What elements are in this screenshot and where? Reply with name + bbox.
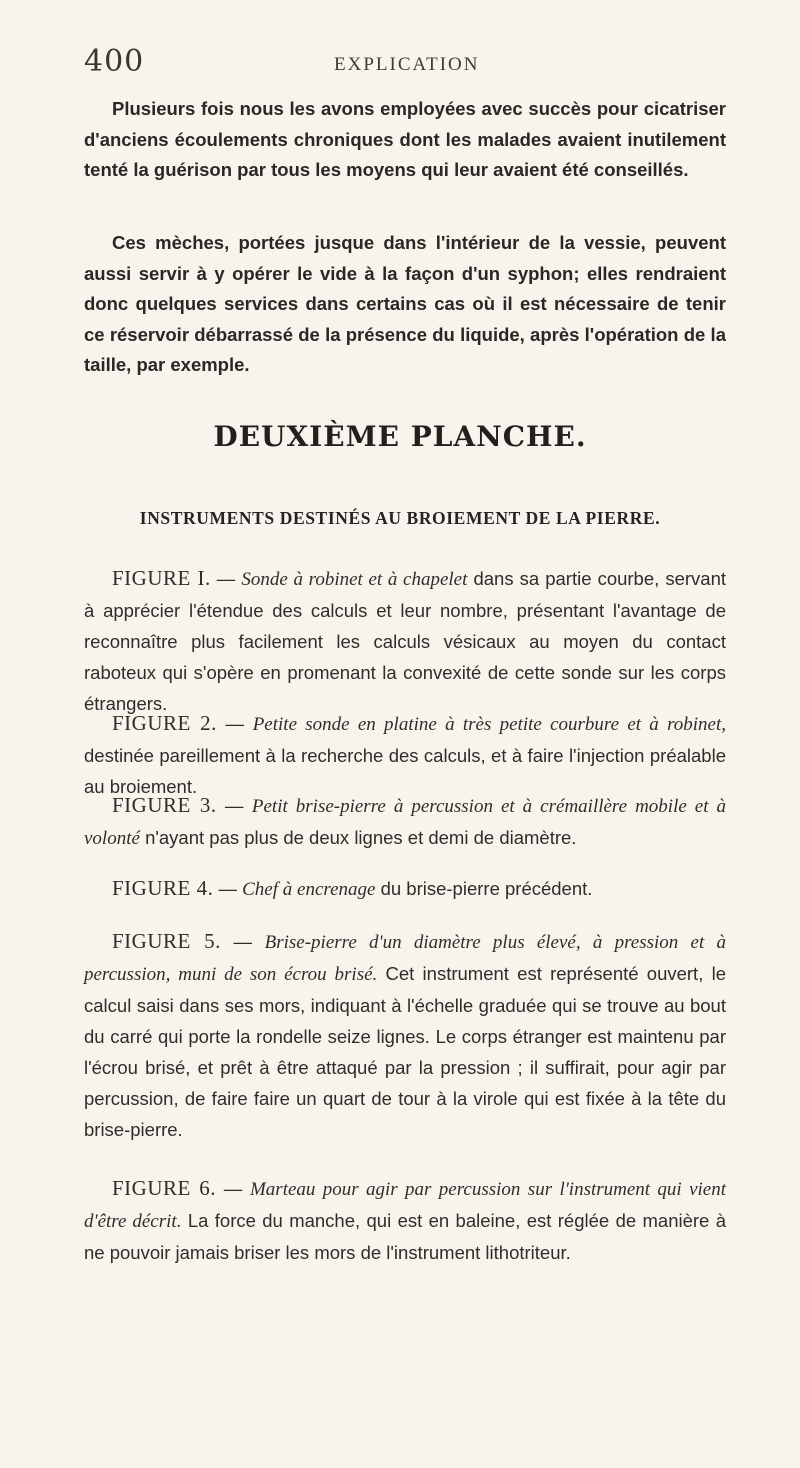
- figure-label: FIGURE 3.: [112, 793, 217, 817]
- running-title: EXPLICATION: [334, 54, 480, 75]
- figure-4-caption: FIGURE 4. — Chef à encrenage du brise-pierre précédent.: [112, 876, 593, 900]
- page-number: 400: [84, 44, 145, 79]
- figure-label: FIGURE 4.: [112, 876, 214, 900]
- figure-description: La force du manche, qui est en baleine, est réglée de manière à ne pouvoir jamais briser les mors de l'instrument lithotriteur.: [84, 1210, 726, 1263]
- figure-label: FIGURE I.: [112, 566, 211, 590]
- figure-3-caption: FIGURE 3. — Petit brise-pierre à percussion et à crémaillère mobile et à volonté n'ayant pas plus de deux lignes et demi de diamètre.: [84, 793, 726, 849]
- figure-label: FIGURE 2.: [112, 711, 217, 735]
- figure-1-caption: FIGURE I. — Sonde à robinet et à chapelet dans sa partie courbe, servant à apprécier l'étendue des calculs et leur nombre, présentant l'avantage de reconnaître plus facilement les calculs vésicaux au moyen du contact raboteux qui s'opère en promenant la convexité de cette sonde sur les corps étrangers.: [84, 566, 726, 714]
- figure-label: FIGURE 5.: [112, 929, 221, 953]
- figure-title: Marteau pour agir par percussion sur l'instrument qui vient d'être décrit.: [84, 1179, 726, 1232]
- figure-title: Chef à encrenage: [242, 879, 376, 900]
- figure-description: du brise-pierre précédent.: [375, 878, 593, 899]
- figure-description: dans sa partie courbe, servant à apprécier l'étendue des calculs et leur nombre, présentant l'avantage de reconnaître plus facilement les calculs vésicaux au moyen du contact raboteux qui s'opère en promenant la convexité de cette sonde sur les corps étrangers.: [84, 568, 726, 714]
- plate-title: DEUXIÈME PLANCHE.: [213, 420, 587, 453]
- figure-description: n'ayant pas plus de deux lignes et demi de diamètre.: [139, 827, 577, 848]
- intro-paragraph: Plusieurs fois nous les avons employées avec succès pour cicatriser d'anciens écoulements chroniques dont les malades avaient inutilement tenté la guérison par tous les moyens qui leur avaient été conseillés.: [84, 98, 726, 180]
- figure-label: FIGURE 6.: [112, 1176, 216, 1200]
- figure-title: Petit brise-pierre à percussion et à crémaillère mobile et à volonté: [84, 796, 726, 849]
- figure-5-caption: FIGURE 5. — Brise-pierre d'un diamètre plus élevé, à pression et à percussion, muni de son écrou brisé. Cet instrument est représenté ouvert, le calcul saisi dans ses mors, indiquant à l'échelle graduée qui se trouve au bout du carré qui porte la rondelle seize lignes. Le corps étranger est maintenu par l'écrou brisé, et prêt à être attaqué par la pression ; il suffirait, pour agir par percussion, de faire faire un quart de tour à la virole qui est fixée à la tête du brise-pierre.: [84, 929, 726, 1140]
- figure-description: Cet instrument est représenté ouvert, le calcul saisi dans ses mors, indiquant à l'échelle graduée qui se trouve au bout du carré qui porte la rondelle seize lignes. Le corps étranger est maintenu par l'écrou brisé, et prêt à être attaqué par la pression ; il suffirait, pour agir par percussion, de faire faire un quart de tour à la virole qui est fixée à la tête du brise-pierre.: [84, 963, 726, 1140]
- figure-6-caption: FIGURE 6. — Marteau pour agir par percussion sur l'instrument qui vient d'être décrit. La force du manche, qui est en baleine, est réglée de manière à ne pouvoir jamais briser les mors de l'instrument lithotriteur.: [84, 1176, 726, 1263]
- figure-title: Petite sonde en platine à très petite courbure et à robinet,: [252, 714, 726, 735]
- section-title: INSTRUMENTS DESTINÉS AU BROIEMENT DE LA PIERRE.: [139, 508, 661, 528]
- figure-2-caption: FIGURE 2. — Petite sonde en platine à très petite courbure et à robinet, destinée pareillement à la recherche des calculs, et à faire l'injection préalable au broiement.: [84, 711, 726, 797]
- figure-title: Sonde à robinet et à chapelet: [241, 569, 468, 590]
- figure-description: destinée pareillement à la recherche des calculs, et à faire l'injection préalable au broiement.: [84, 745, 726, 797]
- figure-title: Brise-pierre d'un diamètre plus élevé, à pression et à percussion, muni de son écrou brisé.: [84, 932, 726, 985]
- intro-paragraph: Ces mèches, portées jusque dans l'intérieur de la vessie, peuvent aussi servir à y opérer le vide à la façon d'un syphon; elles rendraient donc quelques services dans certains cas où il est nécessaire de tenir ce réservoir débarrassé de la présence du liquide, après l'opération de la taille, par exemple.: [84, 232, 726, 375]
- page-header: [84, 44, 724, 84]
